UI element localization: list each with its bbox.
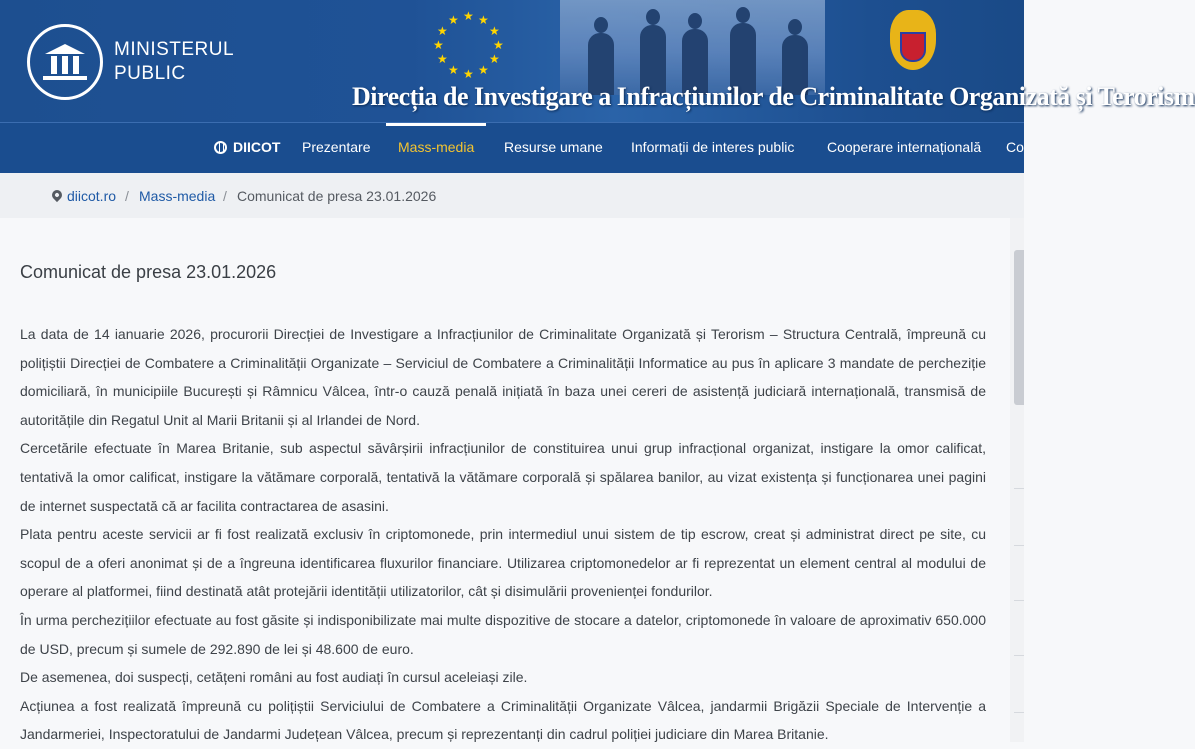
- logo-text-line2: PUBLIC: [114, 63, 186, 84]
- divider: [1014, 655, 1024, 656]
- divider: [1014, 600, 1024, 601]
- article-paragraph: De asemenea, doi suspecți, cetățeni români au fost audiați în cursul aceleiași zile.: [20, 669, 528, 686]
- sidebar-image[interactable]: [1014, 250, 1024, 405]
- logo-text-line1: MINISTERUL: [114, 39, 235, 60]
- nav-item-mass-media[interactable]: Mass-media: [398, 123, 474, 174]
- romania-coat-of-arms-icon: [886, 10, 940, 78]
- breadcrumb-current: Comunicat de presa 23.01.2026: [237, 188, 437, 204]
- ministerul-public-logo-icon[interactable]: [27, 24, 103, 100]
- nav-item-diicot[interactable]: [214, 123, 280, 174]
- article-paragraph: În urma perchezițiilor efectuate au fost găsite și indisponibilizate mai multe dispozitive de stocare a datelor, criptomonede în valoare de aproximativ 650.000 de USD, precum și sumele de 292.890 de lei și 48.600 de euro.: [20, 611, 986, 657]
- header-banner-image: [560, 0, 825, 95]
- nav-item-label: DIICOT: [233, 139, 281, 155]
- divider: [1014, 712, 1024, 713]
- site-header: [0, 0, 1195, 122]
- logo-text[interactable]: [114, 38, 234, 86]
- divider: [1014, 488, 1024, 489]
- nav-item-informatii-de-interes-public[interactable]: Informații de interes public: [631, 139, 795, 155]
- article-body: [20, 320, 986, 749]
- breadcrumb: [0, 173, 1024, 218]
- breadcrumb-home[interactable]: diicot.ro: [67, 188, 117, 204]
- main-navigation: [0, 122, 1024, 173]
- eu-stars-icon: ★ ★ ★ ★ ★ ★ ★ ★ ★ ★ ★ ★: [433, 9, 504, 81]
- nav-item-resurse-umane[interactable]: Resurse umane: [504, 139, 603, 155]
- article-paragraph: Acțiunea a fost realizată împreună cu polițiștii Serviciului de Combatere a Criminalității Organizate Vâlcea, jandarmii Brigăzii Speciale de Intervenție a Jandarmeriei, Inspectoratului de Jandarmi Județean Vâlcea, precum și reprezentanți din cadrul poliției judiciare din Marea Britanie.: [20, 697, 986, 743]
- main-content: [0, 218, 1010, 742]
- nav-item-prezentare[interactable]: Prezentare: [302, 139, 371, 155]
- breadcrumb-separator: /: [223, 188, 227, 204]
- nav-item-cooperare-internationala[interactable]: Cooperare internațională: [827, 139, 982, 155]
- map-pin-icon: [50, 188, 64, 202]
- breadcrumb-separator: /: [125, 188, 129, 204]
- breadcrumb-mass-media[interactable]: Mass-media: [139, 188, 216, 204]
- page-title: Comunicat de presa 23.01.2026: [20, 262, 277, 282]
- article-paragraph: Plata pentru aceste servicii ar fi fost realizată exclusiv în criptomonede, prin intermediul unui sistem de tip escrow, creat și administrat direct pe site, cu scopul de a oferi anonimat și de a îngreuna identificarea fluxurilor financiare. Utilizarea criptomonedelor ar fi reprezentat un element central al modului de operare al platformei, fiind destinată atât protejării identității utilizatorilor, cât și disimulării provenienței fondurilor.: [20, 526, 986, 600]
- nav-item-truncated[interactable]: Co: [1006, 139, 1024, 155]
- article-paragraph: La data de 14 ianuarie 2026, procurorii Direcției de Investigare a Infracțiunilor de Criminalitate Organizată și Terorism – Structura Centrală, împreună cu polițiștii Direcției de Combatere a Criminalității Organizate – Serviciul de Combatere a Criminalității Informatice au pus în aplicare 3 mandate de percheziție domiciliară, în municipiile București și Râmnicu Vâlcea, într-o cauză penală inițiată în baza unei cereri de asistență judiciară internațională, transmisă de autoritățile din Regatul Unit al Marii Britanii și al Irlandei de Nord.: [20, 326, 986, 428]
- site-title: Direcția de Investigare a Infracțiunilor de Criminalitate Organizată și Terorism: [352, 82, 1195, 111]
- divider: [1014, 545, 1024, 546]
- article-paragraph: Cercetările efectuate în Marea Britanie, sub aspectul săvârșirii infracțiunilor de constituirea unui grup infracțional organizat, instigare la omor calificat, tentativă la omor calificat, instigare la vătămare corporală, tentativă la vătămare corporală și spălarea banilor, au vizat existența și funcționarea unei pagini de internet suspectată că ar facilita contractarea de asasini.: [20, 440, 986, 514]
- globe-icon: [214, 141, 227, 154]
